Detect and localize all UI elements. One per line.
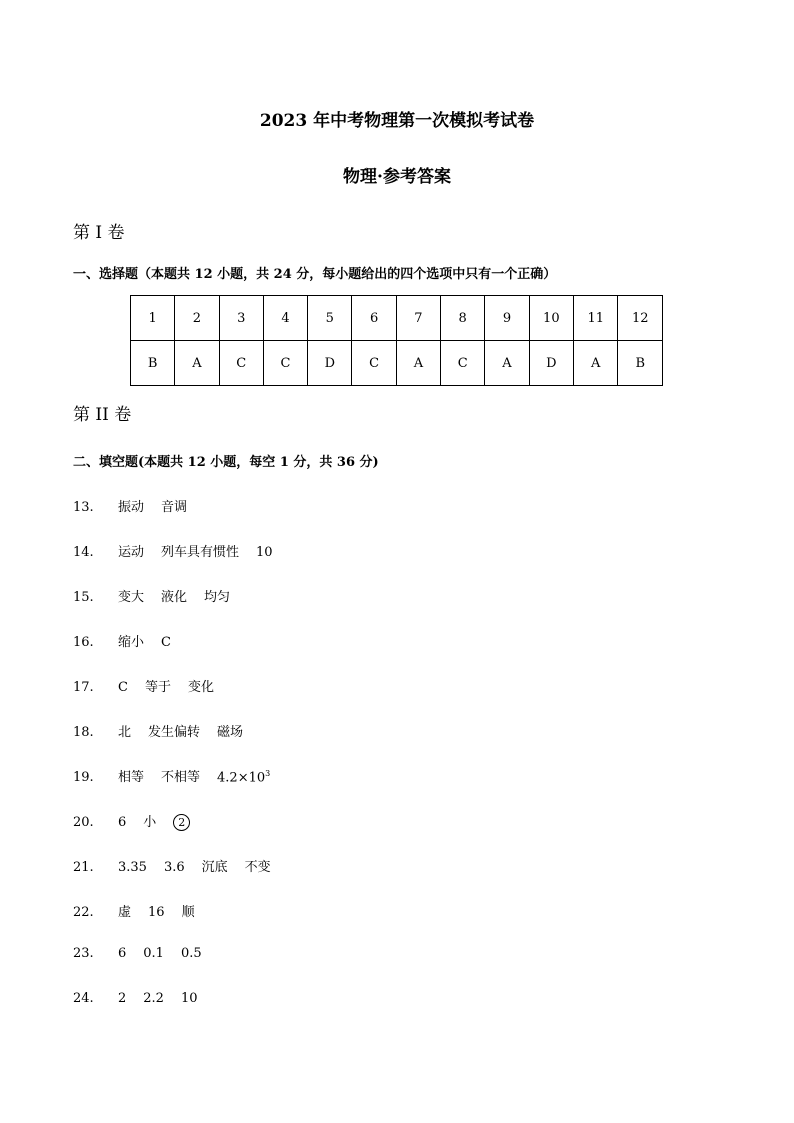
- answer: 液化: [161, 590, 188, 605]
- table-cell-number: 11: [574, 296, 618, 341]
- answer: 6: [118, 815, 127, 830]
- item-number: 15.: [73, 590, 94, 605]
- item-number: 20.: [73, 815, 94, 830]
- answer: 变大: [118, 590, 145, 605]
- item-number: 22.: [73, 905, 94, 920]
- table-cell-number: 9: [485, 296, 529, 341]
- power-base: 4.2×10: [217, 770, 266, 785]
- sub-title: 物理·参考答案: [343, 167, 451, 187]
- answer: 磁场: [217, 725, 244, 740]
- item-number: 17.: [73, 680, 94, 695]
- main-title: 2023 年中考物理第一次模拟考试卷: [259, 111, 535, 131]
- power-exponent: 3: [265, 768, 271, 778]
- fill-item-14: [73, 541, 290, 560]
- answer: 不相等: [161, 770, 201, 785]
- table-cell-answer: A: [485, 341, 529, 386]
- answer: 缩小: [118, 635, 145, 650]
- choice-question-heading: 一、选择题（本题共 12 小题，共 24 分，每小题给出的四个选项中只有一个正确）: [73, 267, 557, 282]
- table-cell-number: 7: [396, 296, 440, 341]
- answer-power: [217, 769, 270, 785]
- fill-item-20: [73, 811, 207, 831]
- fill-item-15: [73, 586, 247, 605]
- answer: 虚: [118, 905, 132, 920]
- part2-label: 第 II 卷: [73, 405, 132, 425]
- fill-item-13: [73, 496, 204, 515]
- fill-item-24: [73, 991, 215, 1006]
- table-cell-number: 10: [529, 296, 573, 341]
- answer: 0.5: [180, 946, 202, 961]
- fill-item-18: [73, 721, 260, 740]
- fill-item-19: [73, 766, 287, 785]
- answer: 小: [143, 815, 157, 830]
- table-cell-answer: A: [175, 341, 219, 386]
- answer: 6: [118, 946, 127, 961]
- table-cell-answer: A: [574, 341, 618, 386]
- item-number: 24.: [73, 991, 94, 1006]
- answer: 不变: [244, 860, 271, 875]
- answer: 0.1: [143, 946, 164, 961]
- answer: 均匀: [204, 590, 231, 605]
- item-number: 21.: [73, 860, 94, 875]
- table-row-numbers: [131, 296, 663, 341]
- table-cell-number: 3: [219, 296, 263, 341]
- table-cell-number: 6: [352, 296, 396, 341]
- table-row-answers: [131, 341, 663, 386]
- circled-number: 2: [173, 814, 190, 831]
- table-cell-answer: B: [131, 341, 175, 386]
- table-cell-answer: C: [441, 341, 485, 386]
- answer: 2: [118, 991, 127, 1006]
- answer: 运动: [118, 545, 145, 560]
- answer: 2.2: [143, 991, 164, 1006]
- table-cell-number: 8: [441, 296, 485, 341]
- answer: 3.6: [163, 860, 185, 875]
- answer: 10: [180, 991, 198, 1006]
- table-cell-answer: D: [308, 341, 352, 386]
- choice-answer-table: [130, 295, 663, 386]
- answer: 顺: [181, 905, 195, 920]
- fill-item-17: [73, 676, 231, 695]
- answer: 16: [148, 905, 165, 920]
- item-number: 19.: [73, 770, 94, 785]
- table-cell-number: 5: [308, 296, 352, 341]
- item-number: 18.: [73, 725, 94, 740]
- item-number: 13.: [73, 500, 94, 515]
- part1-label: 第 I 卷: [73, 223, 125, 243]
- table-cell-answer: C: [263, 341, 307, 386]
- fill-item-16: [73, 631, 188, 650]
- answer: 相等: [118, 770, 145, 785]
- table-cell-number: 2: [175, 296, 219, 341]
- table-cell-answer: D: [529, 341, 573, 386]
- answer: 等于: [144, 680, 171, 695]
- answer: 沉底: [201, 860, 228, 875]
- answer: 振动: [118, 500, 145, 515]
- answer: 北: [118, 725, 132, 740]
- answer: C: [118, 680, 128, 695]
- answer: 3.35: [118, 860, 147, 875]
- answer: C: [161, 635, 171, 650]
- item-number: 16.: [73, 635, 94, 650]
- item-number: 14.: [73, 545, 94, 560]
- fill-item-21: [73, 856, 288, 875]
- table-cell-answer: C: [219, 341, 263, 386]
- table-cell-number: 12: [618, 296, 663, 341]
- table-cell-answer: C: [352, 341, 396, 386]
- fill-question-heading: 二、填空题(本题共 12 小题，每空 1 分，共 36 分): [73, 455, 379, 470]
- answer: 发生偏转: [148, 725, 201, 740]
- answer: 音调: [161, 500, 188, 515]
- answer: 列车具有惯性: [161, 545, 240, 560]
- table-cell-number: 1: [131, 296, 175, 341]
- item-number: 23.: [73, 946, 94, 961]
- answer: 变化: [187, 680, 214, 695]
- fill-item-23: [73, 946, 219, 961]
- table-cell-answer: B: [618, 341, 663, 386]
- table-cell-number: 4: [263, 296, 307, 341]
- answer: 10: [256, 545, 273, 560]
- fill-item-22: [73, 901, 212, 920]
- table-cell-answer: A: [396, 341, 440, 386]
